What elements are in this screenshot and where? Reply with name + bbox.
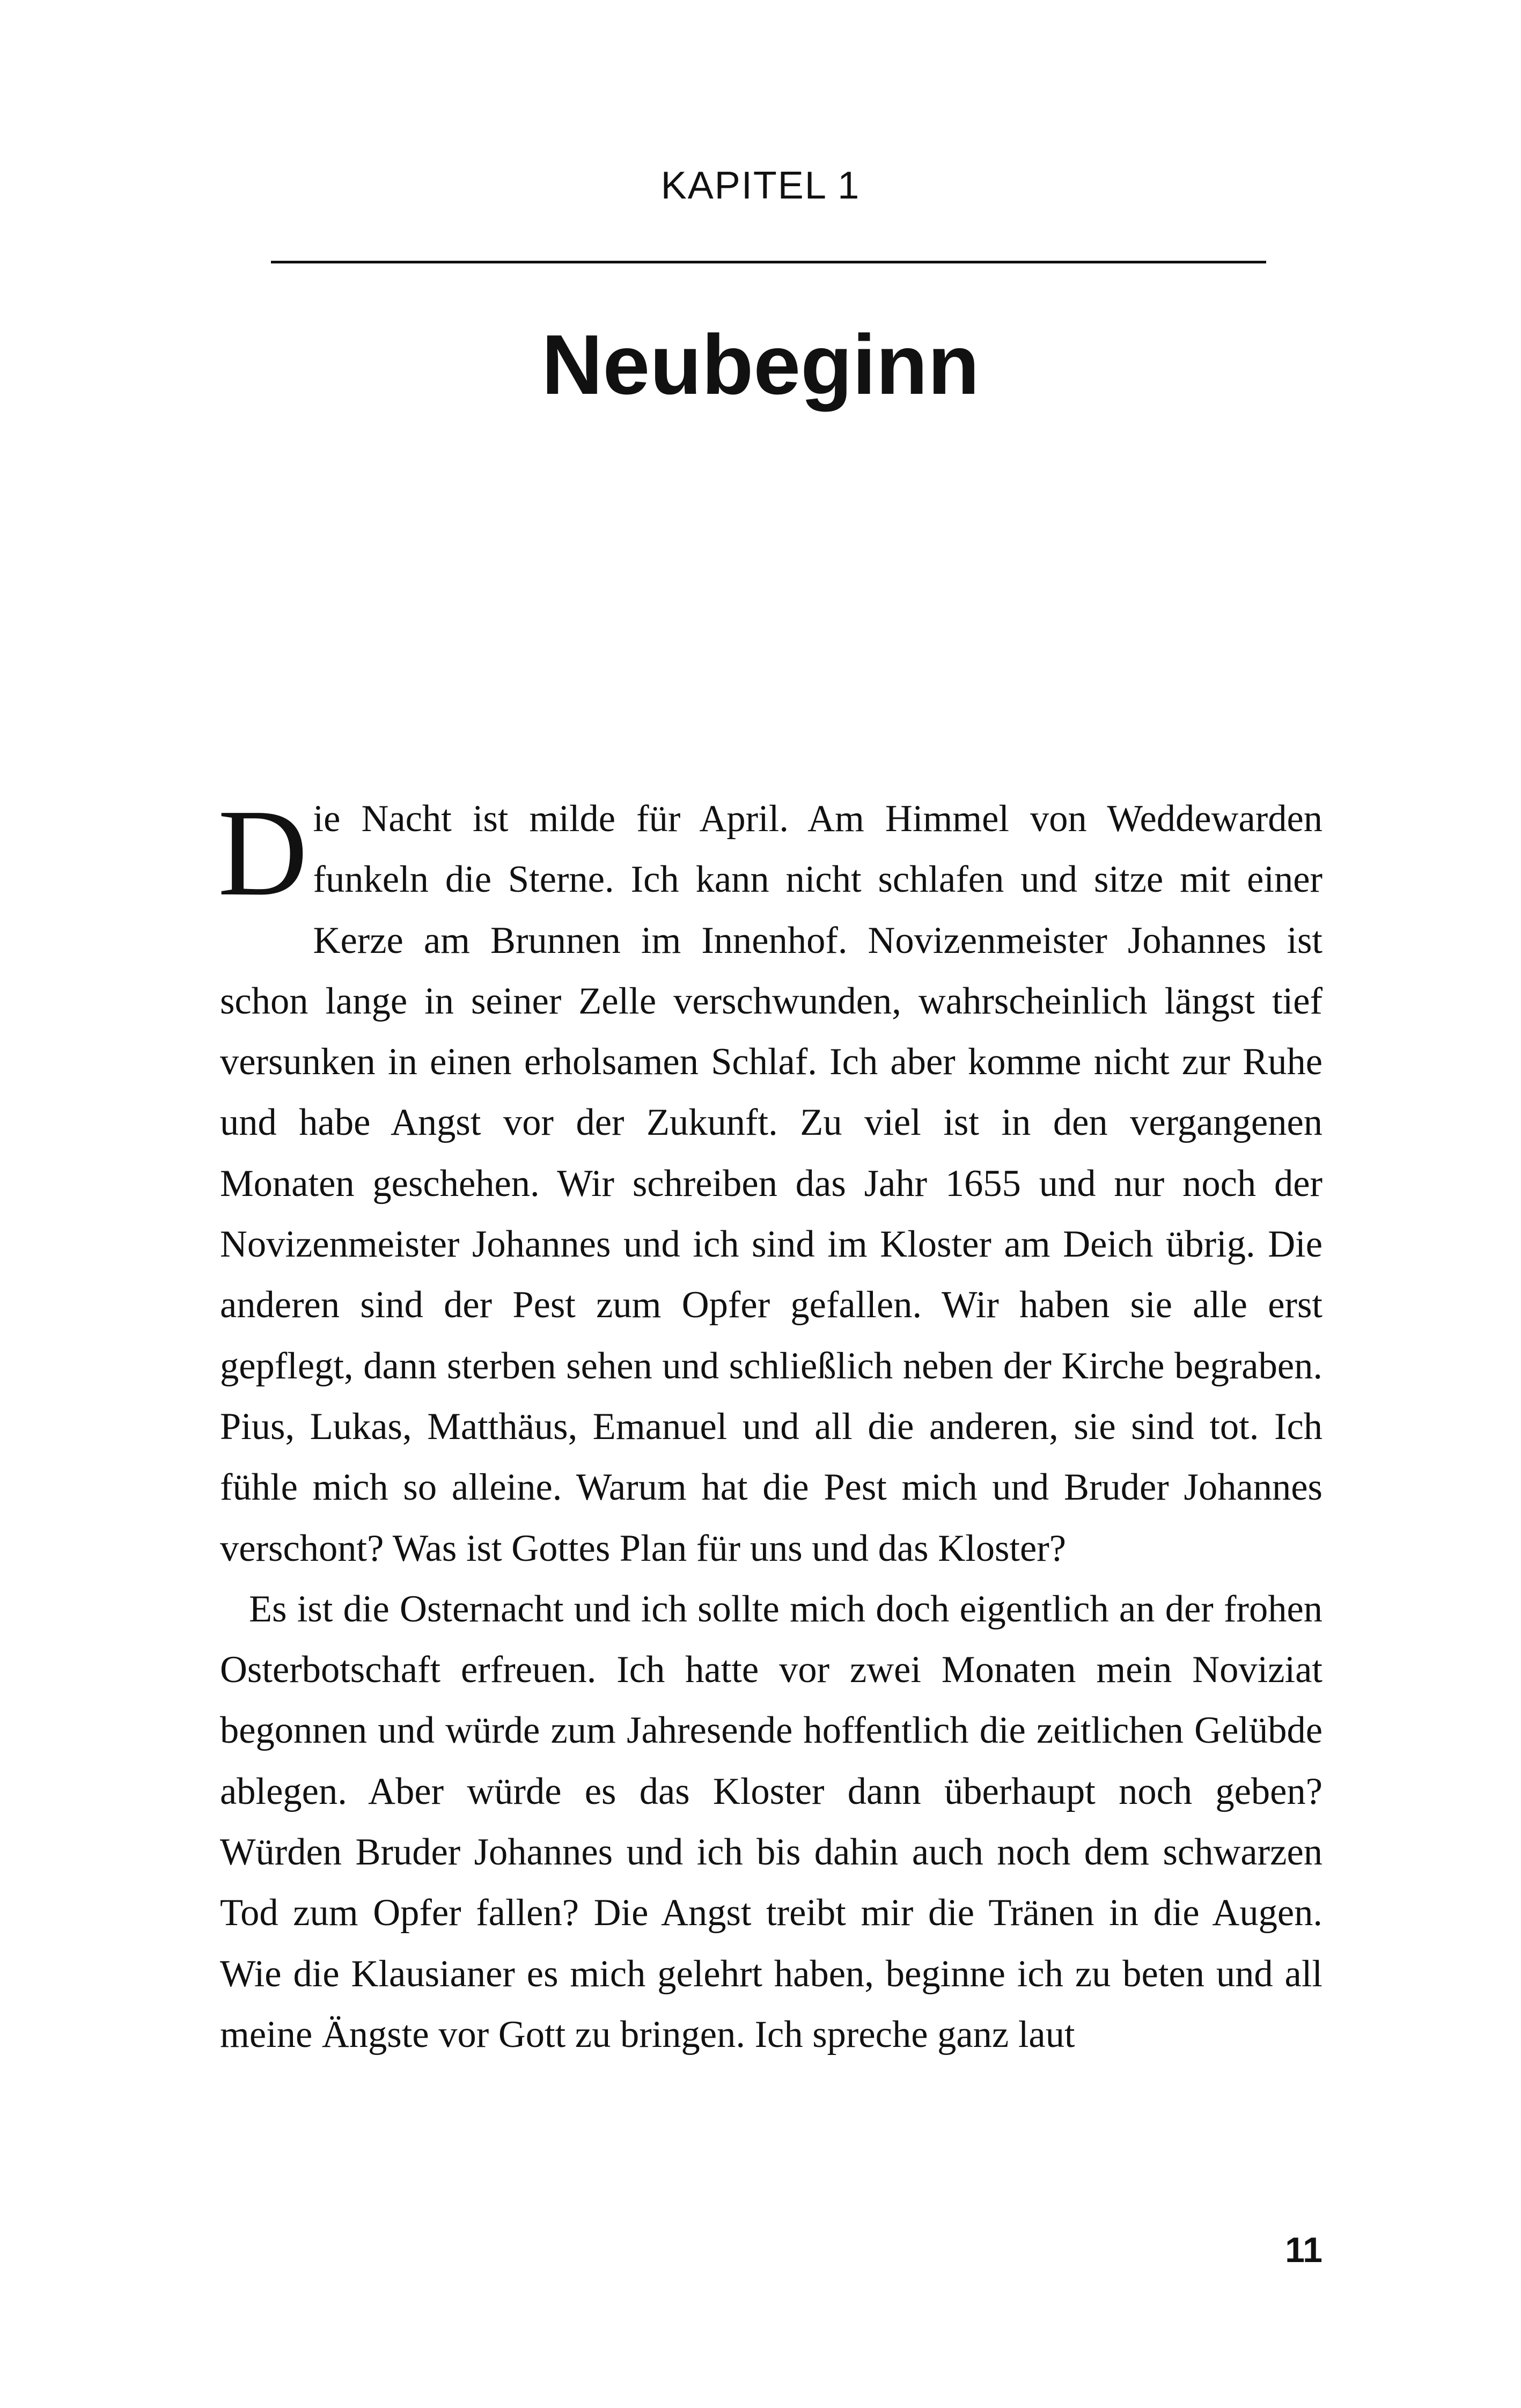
drop-cap: D: [218, 784, 308, 922]
body-text: [218, 784, 1322, 2065]
page-number: 11: [1285, 2230, 1322, 2270]
chapter-label: KAPITEL 1: [660, 164, 861, 207]
chapter-title: Neubeginn: [541, 318, 980, 412]
chapter-divider: [271, 261, 1266, 263]
paragraph-2: Es ist die Osternacht und ich sollte mich doch eigentlich an der frohen Osterbotschaft erfreuen. Ich hatte vor zwei Monaten mein Noviziat begonnen und würde zum Jahresende hoffentlich die zeitlichen Gelübde ablegen. Aber würde es das Kloster dann überhaupt noch geben? Würden Bruder Johannes und ich bis dahin auch noch dem schwarzen Tod zum Opfer fallen? Die Angst treibt mir die Tränen in die Augen. Wie die Klausianer es mich gelehrt haben, beginne ich zu beten und all meine Ängste vor Gott zu bringen. Ich spreche ganz laut: [220, 1588, 1322, 2055]
paragraph-1-text: ie Nacht ist milde für April. Am Himmel von Weddewarden funkeln die Sterne. Ich kann nicht schlafen und sitze mit einer Kerze am Brunnen im Innenhof. Novizenmeister Johannes ist schon lange in seiner Zelle verschwunden, wahrscheinlich längst tief versunken in einen erholsamen Schlaf. Ich aber komme nicht zur Ruhe und habe Angst vor der Zukunft. Zu viel ist in den vergangenen Monaten geschehen. Wir schreiben das Jahr 1655 und nur noch der Novizenmeister Johannes und ich sind im Kloster am Deich übrig. Die anderen sind der Pest zum Opfer gefallen. Wir haben sie alle erst gepflegt, dann sterben sehen und schließlich neben der Kirche begraben. Pius, Lukas, Matthäus, Emanuel und all die anderen, sie sind tot. Ich fühle mich so alleine. Warum hat die Pest mich und Bruder Johannes verschont? Was ist Gottes Plan für uns und das Kloster?: [220, 798, 1322, 1569]
paragraph-1: [218, 784, 1322, 1579]
